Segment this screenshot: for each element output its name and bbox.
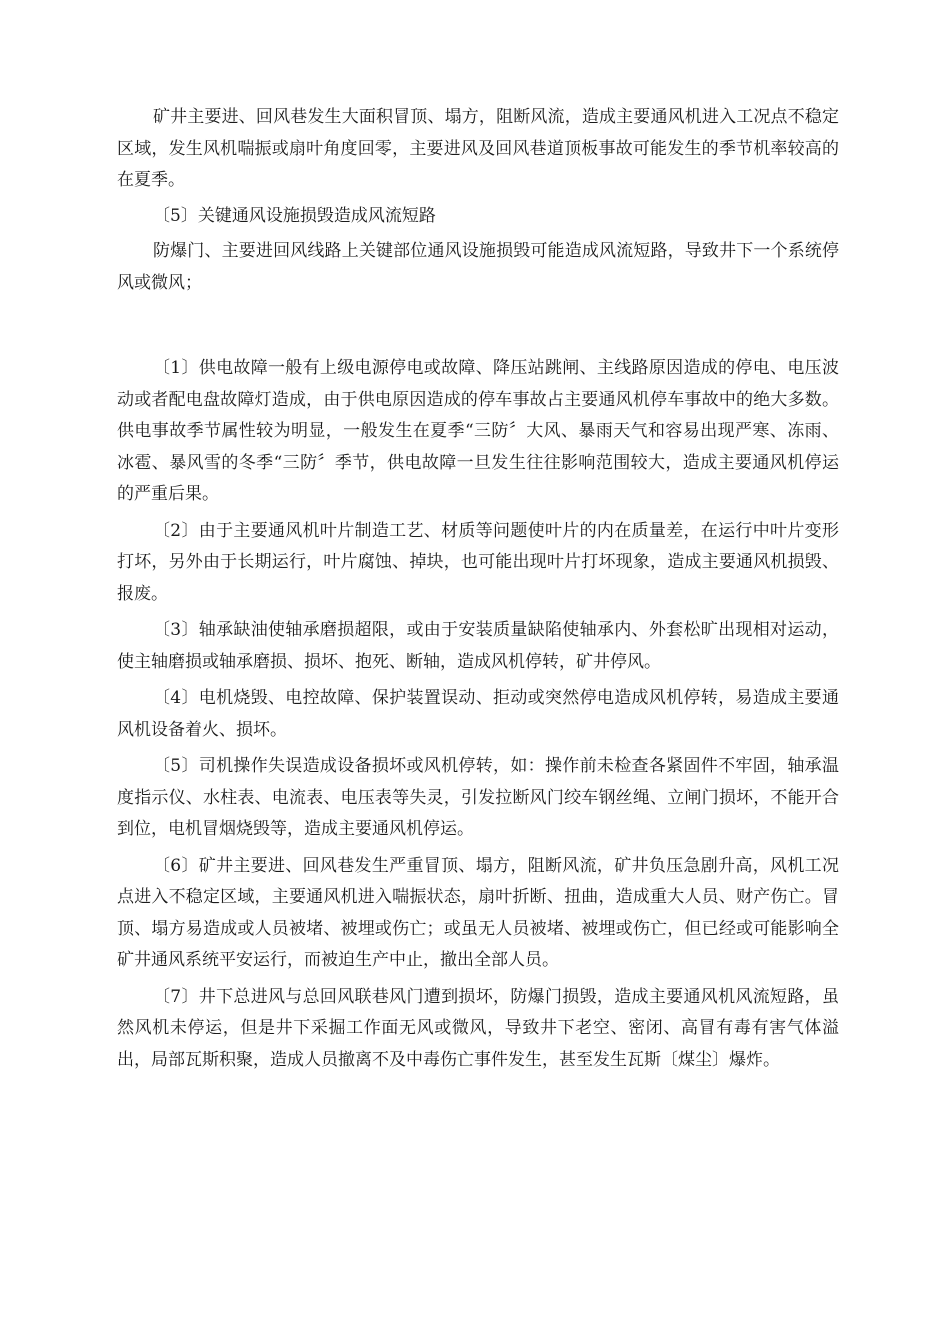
bottom-section: [117, 353, 839, 1076]
paragraph-facility-damage: 防爆门、主要进回风线路上关键部位通风设施损毁可能造成风流短路，导致井下一个系统停风或微风；: [117, 241, 839, 293]
list-item-4: 〔4〕电机烧毁、电控故障、保护装置误动、拒动或突然停电造成风机停转，易造成主要通风机设备着火、损坏。: [117, 688, 839, 740]
top-section: [117, 102, 839, 299]
paragraph-roadway-collapse: 矿井主要进、回风巷发生大面积冒顶、塌方，阻断风流，造成主要通风机进入工况点不稳定区域，发生风机喘振或扇叶角度回零，主要进风及回风巷道顶板事故可能发生的季节机率较高的在夏季。: [117, 107, 839, 190]
section-heading-5: 〔5〕关键通风设施损毁造成风流短路: [153, 205, 436, 226]
list-item-6: 〔6〕矿井主要进、回风巷发生严重冒顶、塌方，阻断风流，矿井负压急剧升高，风机工况点进入不稳定区域，主要通风机进入喘振状态，扇叶折断、扭曲，造成重大人员、财产伤亡。冒顶、塌方易造成或人员被堵、被埋或伤亡；或虽无人员被堵、被埋或伤亡，但已经或可能影响全矿井通风系统平安运行，而被迫生产中止，撤出全部人员。: [117, 855, 839, 970]
list-item-2: 〔2〕由于主要通风机叶片制造工艺、材质等问题使叶片的内在质量差，在运行中叶片变形打坏，另外由于长期运行，叶片腐蚀、掉块，也可能出现叶片打坏现象，造成主要通风机损毁、报废。: [117, 520, 839, 604]
list-item-5: 〔5〕司机操作失误造成设备损坏或风机停转，如：操作前未检查各紧固件不牢固，轴承温度指示仪、水柱表、电流表、电压表等失灵，引发拉断风门绞车钢丝绳、立闸门损坏，不能开合到位，电机冒烟烧毁等，造成主要通风机停运。: [117, 756, 839, 839]
list-item-7: 〔7〕井下总进风与总回风联巷风门遭到损坏，防爆门损毁，造成主要通风机风流短路，虽然风机未停运，但是井下采掘工作面无风或微风，导致井下老空、密闭、高冒有毒有害气体溢出，局部瓦斯积聚，造成人员撤离不及中毒伤亡事件发生，甚至发生瓦斯〔煤尘〕爆炸。: [117, 986, 839, 1070]
list-item-1: 〔1〕供电故障一般有上级电源停电或故障、降压站跳闸、主线路原因造成的停电、电压波动或者配电盘故障灯造成，由于供电原因造成的停车事故占主要通风机停车事故中的绝大多数。供电事故季节属性较为明显，一般发生在夏季“三防〞大风、暴雨天气和容易出现严寒、冻雨、冰雹、暴风雪的冬季“三防〞季节，供电故障一旦发生往往影响范围较大，造成主要通风机停运的严重后果。: [117, 358, 839, 504]
list-item-3: 〔3〕轴承缺油使轴承磨损超限，或由于安装质量缺陷使轴承内、外套松旷出现相对运动，使主轴磨损或轴承磨损、损坏、抱死、断轴，造成风机停转，矿井停风。: [117, 620, 839, 672]
